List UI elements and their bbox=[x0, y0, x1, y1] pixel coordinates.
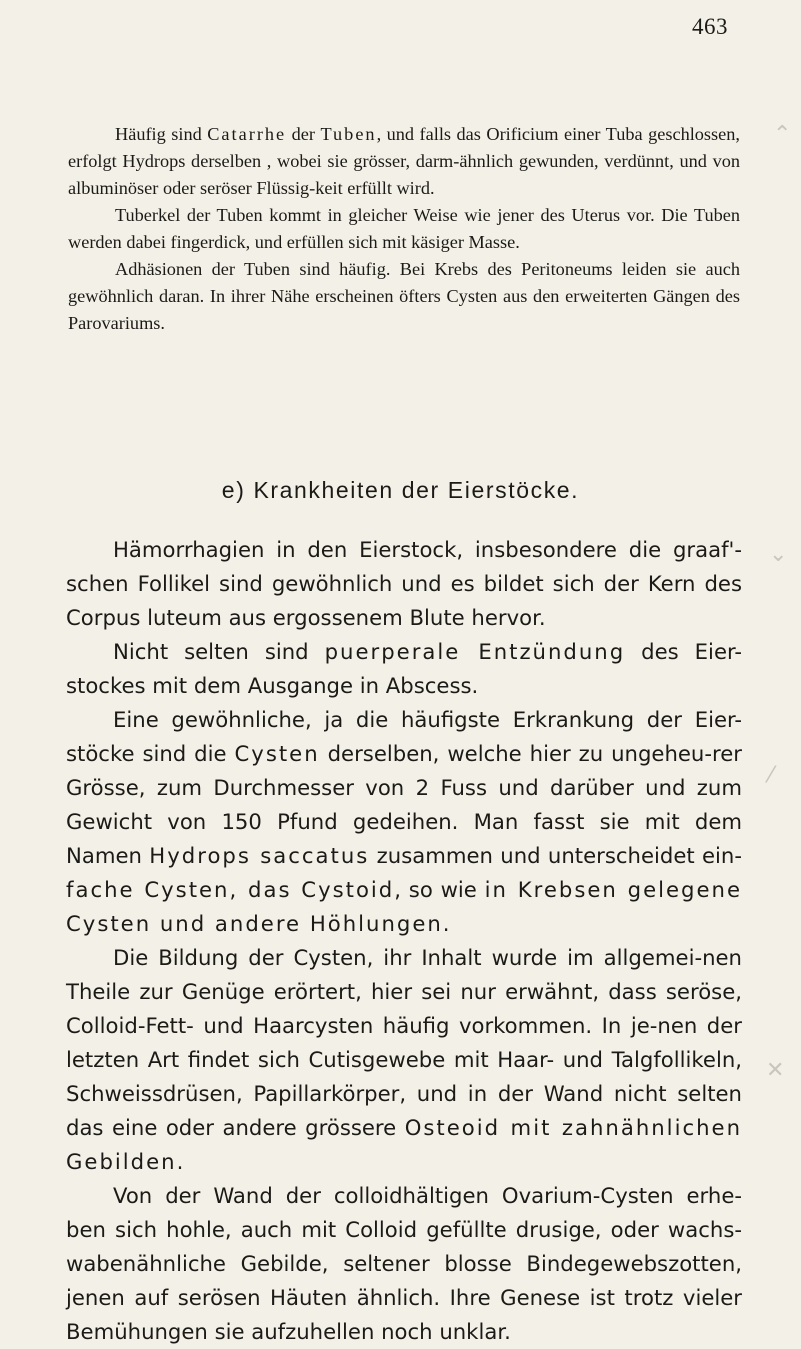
section-heading: e) Krankheiten der Eierstöcke. bbox=[221, 477, 580, 503]
text-run: der bbox=[286, 124, 321, 144]
emphasis-einfache-cysten: fache Cysten, das Cystoid bbox=[66, 877, 395, 902]
emphasis-tuben: Tuben bbox=[320, 124, 377, 144]
emphasis-puerperale-entzuendung: puerperale Entzündung bbox=[324, 639, 626, 664]
emphasis-osteoid: Osteoid mit zahnähnlichen Gebilden. bbox=[66, 1115, 742, 1174]
text-run: Die Bildung der Cysten, ihr Inhalt wurde im allgemei-nen Theile zur Genüge erörtert, hier sei nur erwähnt, dass seröse, Colloid-Fett- und Haarcysten häufig vorkommen. In je-nen der letzten Art findet sich Cutisgewebe mit Haar- und Talgfollikeln, Schweissdrüsen, Papillarkörper, und in der Wand nicht selten das eine oder andere grössere bbox=[66, 945, 742, 1140]
text-run: Nicht selten sind bbox=[113, 639, 325, 664]
text-run: Tuberkel der Tuben kommt in gleicher Weise wie jener des Uterus vor. Die Tuben werden dabei fingerdick, und erfüllen sich mit käsiger Masse. bbox=[68, 205, 740, 252]
text-run: Hämorrhagien in den Eierstock, insbesondere die graaf'-schen Follikel sind gewöhnlich und es bildet sich der Kern des Corpus luteum aus ergossenem Blute hervor. bbox=[66, 537, 742, 630]
top-text-block bbox=[68, 121, 740, 337]
text-run: Eine gewöhnliche, ja die häufigste Erkrankung der Eier-stöcke sind die bbox=[66, 707, 742, 766]
margin-mark: ⌄ bbox=[769, 542, 788, 567]
text-run: , und falls das Orificium einer Tuba geschlossen, erfolgt Hydrops derselben , wobei sie grösser, darm-ähnlich gewunden, verdünnt, und von albuminöser oder seröser Flüssig-keit erfüllt wird. bbox=[68, 124, 740, 198]
paragraph-wand bbox=[66, 1179, 742, 1349]
emphasis-hydrops-saccatus: Hydrops saccatus bbox=[149, 843, 370, 868]
paragraph-cysten bbox=[66, 703, 742, 941]
margin-mark: ⁄ bbox=[769, 763, 773, 788]
text-run: Von der Wand der colloidhältigen Ovarium-Cysten erhe-ben sich hohle, auch mit Colloid gefüllte drusige, oder wachs-wabenähnliche Gebilde, seltener blosse Bindegewebszotten, jenen auf serösen Häuten ähnlich. Ihre Genese ist trotz vieler Bemühungen sie aufzuhellen noch unklar. bbox=[66, 1183, 742, 1344]
text-run: des Eier-stockes mit dem Ausgange in Abscess. bbox=[66, 639, 742, 698]
main-text-block bbox=[66, 533, 742, 1349]
margin-mark: ✕ bbox=[766, 1058, 785, 1083]
text-run: Häufig sind bbox=[115, 124, 208, 144]
text-run: zusammen und unterscheidet ein- bbox=[369, 843, 743, 868]
paragraph-puerperale bbox=[66, 635, 742, 703]
paragraph-haemorrhagien bbox=[66, 533, 742, 635]
emphasis-krebs-cysten: in Krebsen gelegene Cysten und andere Höhlungen. bbox=[66, 877, 742, 936]
emphasis-catarrhe: Catarrhe bbox=[207, 124, 287, 144]
margin-mark: ⌃ bbox=[773, 122, 792, 147]
paragraph-bildung bbox=[66, 941, 742, 1179]
text-run: derselben, welche hier zu ungeheu-rer Grösse, zum Durchmesser von 2 Fuss und darüber und zum Gewicht von 150 Pfund gedeihen. Man fasst sie mit dem Namen bbox=[66, 741, 742, 868]
paragraph-adhaesionen bbox=[68, 256, 740, 337]
page-number: 463 bbox=[692, 14, 728, 39]
text-run: Adhäsionen der Tuben sind häufig. Bei Krebs des Peritoneums leiden sie auch gewöhnlich daran. In ihrer Nähe erscheinen öfters Cysten aus den erweiterten Gängen des Parovariums. bbox=[68, 259, 740, 333]
emphasis-cysten: Cysten bbox=[234, 741, 320, 766]
paragraph-catarrhe bbox=[68, 121, 740, 202]
paragraph-tuberkel bbox=[68, 202, 740, 256]
text-run: , so wie bbox=[394, 877, 485, 902]
